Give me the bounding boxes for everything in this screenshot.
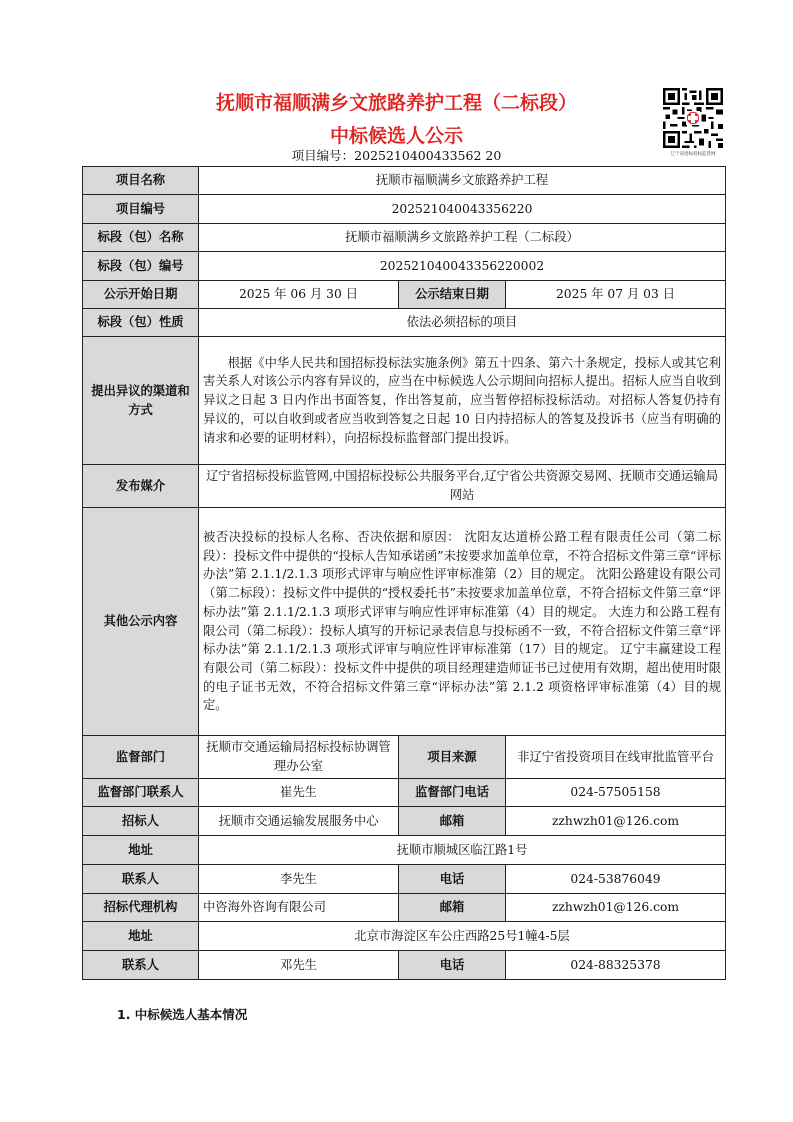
agency-address-label: 地址 (83, 922, 199, 951)
tenderer-address-value: 抚顺市顺城区临江路1号 (199, 836, 726, 865)
supervisor-contact-value: 崔先生 (199, 779, 399, 807)
table-row (83, 894, 726, 922)
table-row (83, 736, 726, 779)
other-label: 其他公示内容 (83, 508, 199, 736)
table-row (83, 224, 726, 252)
agency-phone-value: 024-88325378 (506, 951, 726, 980)
agency-value: 中咨海外咨询有限公司 (199, 894, 399, 922)
tenderer-phone-label: 电话 (399, 865, 506, 894)
table-row (83, 337, 726, 465)
media-value: 辽宁省招标投标监管网,中国招标投标公共服务平台,辽宁省公共资源交易网、抚顺市交通运输局网站 (199, 465, 726, 508)
table-row (83, 836, 726, 865)
tenderer-email-value: zzhwzh01@126.com (506, 807, 726, 836)
media-label: 发布媒介 (83, 465, 199, 508)
agency-contact-value: 邓先生 (199, 951, 399, 980)
table-row (83, 252, 726, 281)
table-row (83, 508, 726, 736)
start-date-label: 公示开始日期 (83, 281, 199, 309)
tenderer-phone-value: 024-53876049 (506, 865, 726, 894)
section-nature-value: 依法必须招标的项目 (199, 309, 726, 337)
notice-info-table (82, 166, 726, 980)
section-number-value: 202521040043356220002 (199, 252, 726, 281)
table-row (83, 865, 726, 894)
objection-value: 根据《中华人民共和国招标投标法实施条例》第五十四条、第六十条规定，投标人或其它利害关系人对该公示内容有异议的，应当在中标候选人公示期间向招标人提出。招标人应当自收到异议之日起 3 日内作出书面答复，作出答复前，应当暂停招标投标活动。对招标人答复仍持有异议的，可以自收到或者应当收到答复之日起 10 日内持招标人的答复及投诉书（应当有明确的请求和必要的证明材料），向招标投标监督部门提出投诉。 (199, 337, 726, 465)
table-row (83, 281, 726, 309)
other-value: 被否决投标的投标人名称、否决依据和原因： 沈阳友达道桥公路工程有限责任公司（第二标段）：投标文件中提供的“投标人告知承诺函”未按要求加盖单位章，不符合招标文件第三章“评标办法”第 2.1.1/2.1.3 项形式评审与响应性评审标准第（2）目的规定。 沈阳公路建设有限公司（第二标段）：投标文件中提供的“授权委托书”未按要求加盖单位章，不符合招标文件第三章“评标办法”第 2.1.1/2.1.3 项形式评审与响应性评审标准第（4）目的规定。 大连力和公路工程有限公司（第二标段）：投标人填写的开标记录表信息与投标函不一致，不符合招标文件第三章“评标办法”第 2.1.1/2.1.3 项形式评审与响应性评审标准第（17）目的规定。 辽宁丰赢建设工程有限公司（第二标段）：投标文件中提供的项目经理建造师证书已过使用有效期，超出使用时限的电子证书无效，不符合招标文件第三章“评标办法”第 2.1.2 项资格评审标准第（4）目的规定。 (199, 508, 726, 736)
qr-caption: 辽宁省招标投标监管网 (670, 152, 716, 157)
tenderer-contact-value: 李先生 (199, 865, 399, 894)
supervisor-phone-label: 监督部门电话 (399, 779, 506, 807)
project-number-label: 项目编号 (83, 195, 199, 224)
tenderer-contact-label: 联系人 (83, 865, 199, 894)
agency-contact-label: 联系人 (83, 951, 199, 980)
project-source-value: 非辽宁省投资项目在线审批监管平台 (506, 736, 726, 779)
project-source-label: 项目来源 (399, 736, 506, 779)
end-date-value: 2025 年 07 月 03 日 (506, 281, 726, 309)
agency-email-label: 邮箱 (399, 894, 506, 922)
objection-label: 提出异议的渠道和方式 (83, 337, 199, 465)
supervisor-contact-label: 监督部门联系人 (83, 779, 199, 807)
supervisor-value: 抚顺市交通运输局招标投标协调管理办公室 (199, 736, 399, 779)
section-nature-label: 标段（包）性质 (83, 309, 199, 337)
table-row (83, 465, 726, 508)
start-date-value: 2025 年 06 月 30 日 (199, 281, 399, 309)
table-row (83, 167, 726, 195)
qr-code-icon (663, 88, 723, 148)
notice-subtitle: 中标候选人公示 (329, 125, 463, 147)
project-name-value: 抚顺市福顺满乡文旅路养护工程 (199, 167, 726, 195)
tenderer-label: 招标人 (83, 807, 199, 836)
agency-label: 招标代理机构 (83, 894, 199, 922)
supervisor-phone-value: 024-57505158 (506, 779, 726, 807)
agency-address-value: 北京市海淀区车公庄西路25号1幢4-5层 (199, 922, 726, 951)
section-name-value: 抚顺市福顺满乡文旅路养护工程（二标段） (199, 224, 726, 252)
project-number-line: 项目编号：2025210400433562 20 (291, 148, 502, 163)
section-heading: 1. 中标候选人基本情况 (117, 1007, 248, 1022)
tenderer-email-label: 邮箱 (399, 807, 506, 836)
agency-phone-label: 电话 (399, 951, 506, 980)
tenderer-value: 抚顺市交通运输发展服务中心 (199, 807, 399, 836)
notice-title: 抚顺市福顺满乡文旅路养护工程（二标段） (215, 92, 577, 114)
table-row (83, 309, 726, 337)
table-row (83, 951, 726, 980)
section-name-label: 标段（包）名称 (83, 224, 199, 252)
project-number-value: 202521040043356220 (199, 195, 726, 224)
project-name-label: 项目名称 (83, 167, 199, 195)
agency-email-value: zzhwzh01@126.com (506, 894, 726, 922)
supervisor-label: 监督部门 (83, 736, 199, 779)
table-row (83, 779, 726, 807)
table-row (83, 922, 726, 951)
table-row (83, 195, 726, 224)
table-row (83, 807, 726, 836)
section-number-label: 标段（包）编号 (83, 252, 199, 281)
tenderer-address-label: 地址 (83, 836, 199, 865)
end-date-label: 公示结束日期 (399, 281, 506, 309)
